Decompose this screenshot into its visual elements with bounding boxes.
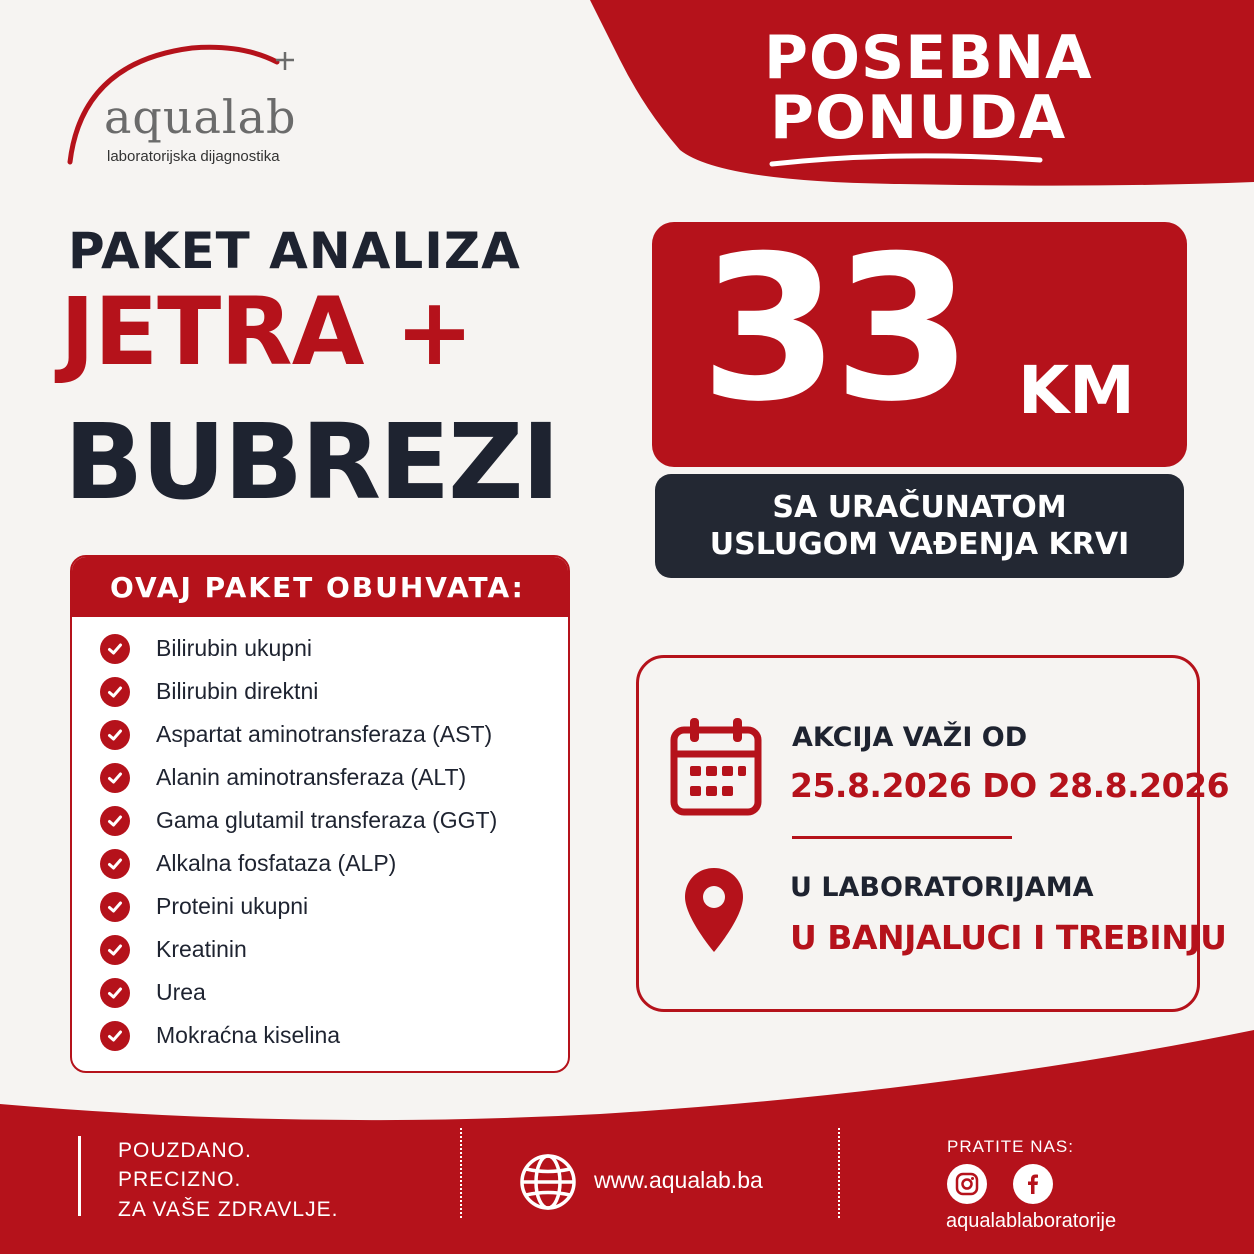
globe-icon [518, 1152, 578, 1212]
package-item [100, 885, 568, 928]
package-item [100, 928, 568, 971]
package-item [100, 713, 568, 756]
location-label: U LABORATORIJAMA [790, 872, 1094, 903]
check-circle-icon [100, 634, 130, 664]
date-label: AKCIJA VAŽI OD [792, 722, 1028, 753]
check-circle-icon [100, 763, 130, 793]
headline-package: PAKET ANALIZA [68, 222, 521, 280]
social-handle[interactable]: aqualablaboratorije [946, 1210, 1117, 1232]
price-amount: 33 [700, 213, 967, 446]
footer-divider-2 [838, 1128, 840, 1218]
package-item [100, 799, 568, 842]
package-item-label: Mokraćna kiselina [156, 1022, 341, 1048]
slogan-bar [78, 1136, 81, 1216]
price-note-line1: SA URAČUNATOM [772, 489, 1067, 525]
headline-kidneys: BUBREZI [64, 401, 559, 523]
price-currency: KM [1018, 352, 1135, 429]
date-value: 25.8.2026 DO 28.8.2026 [790, 766, 1230, 805]
package-item-label: Kreatinin [156, 936, 247, 962]
package-item-label: Gama glutamil transferaza (GGT) [156, 807, 498, 833]
info-divider [792, 836, 1012, 839]
logo-tagline: laboratorijska dijagnostika [107, 148, 280, 165]
footer-divider-1 [460, 1128, 462, 1218]
price-note-line2: USLUGOM VAĐENJA KRVI [709, 527, 1130, 562]
info-card [636, 655, 1200, 1012]
package-item-label: Proteini ukupni [156, 893, 309, 919]
website-link[interactable]: www.aqualab.ba [594, 1167, 763, 1193]
logo-wordmark: aqualab [104, 90, 297, 144]
package-card [70, 555, 570, 1073]
calendar-icon [670, 716, 762, 816]
check-circle-icon [100, 978, 130, 1008]
check-circle-icon [100, 720, 130, 750]
package-list [72, 617, 568, 1057]
check-circle-icon [100, 849, 130, 879]
package-heading: OVAJ PAKET OBUHVATA: [72, 557, 568, 617]
package-item-label: Aspartat aminotransferaza (AST) [156, 721, 493, 747]
offer-title-line2: PONUDA [770, 83, 1067, 153]
offer-title-line1: POSEBNA [764, 23, 1093, 93]
instagram-icon[interactable] [947, 1164, 987, 1204]
map-pin-icon [682, 866, 746, 954]
check-circle-icon [100, 806, 130, 836]
package-item [100, 627, 568, 670]
check-circle-icon [100, 892, 130, 922]
package-item [100, 670, 568, 713]
package-item-label: Bilirubin ukupni [156, 635, 312, 661]
package-item-label: Alanin aminotransferaza (ALT) [156, 764, 467, 790]
package-item [100, 756, 568, 799]
location-value: U BANJALUCI I TREBINJU [790, 918, 1227, 957]
facebook-icon[interactable] [1013, 1164, 1053, 1204]
check-circle-icon [100, 935, 130, 965]
footer-slogan [118, 1136, 338, 1224]
slogan-line1: POUZDANO. [118, 1139, 252, 1162]
package-item-label: Urea [156, 979, 206, 1005]
slogan-line3: ZA VAŠE ZDRAVLJE. [118, 1197, 339, 1221]
follow-label: PRATITE NAS: [947, 1137, 1074, 1156]
package-item-label: Alkalna fosfataza (ALP) [156, 850, 397, 876]
package-item [100, 971, 568, 1014]
headline-liver: JETRA + [60, 278, 473, 387]
package-item [100, 842, 568, 885]
slogan-line2: PRECIZNO. [118, 1168, 242, 1192]
check-circle-icon [100, 677, 130, 707]
price-note [655, 474, 1184, 578]
package-item-label: Bilirubin direktni [156, 678, 319, 704]
